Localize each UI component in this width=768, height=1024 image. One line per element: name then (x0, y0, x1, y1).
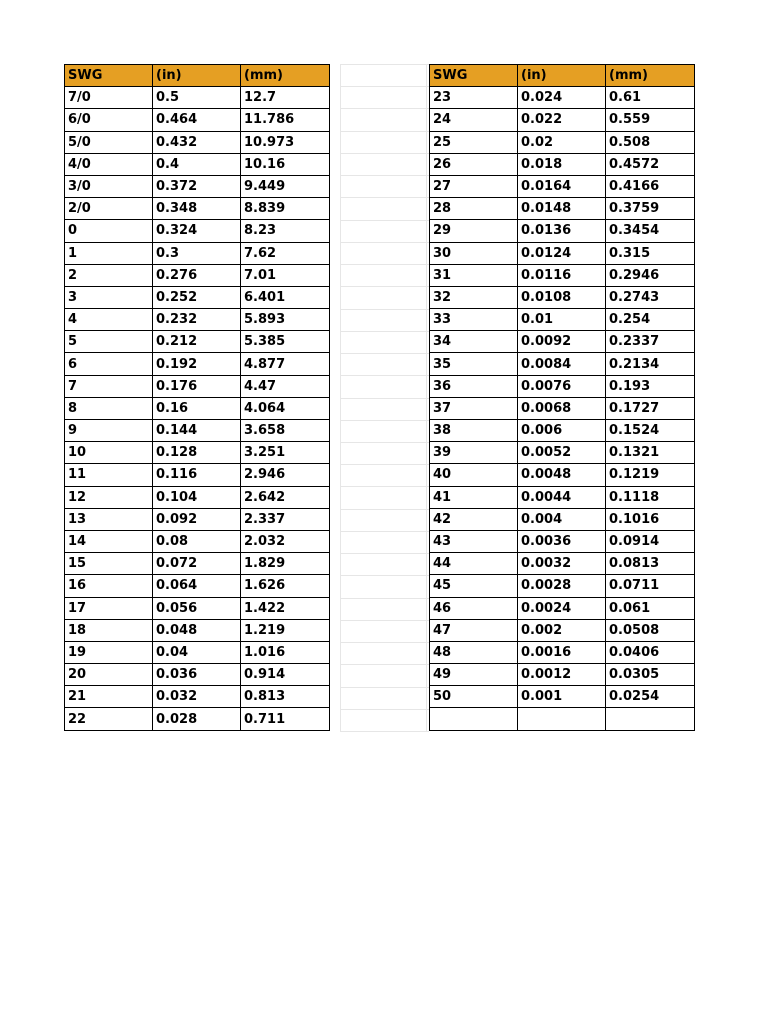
cell-millimeters: 0.2743 (606, 286, 695, 308)
cell-inches: 0.104 (153, 486, 241, 508)
cell-swg: 31 (430, 264, 518, 286)
cell-swg: 28 (430, 198, 518, 220)
table-row (65, 597, 330, 619)
table-row (430, 175, 695, 197)
gridline (340, 598, 429, 599)
table-row (65, 242, 330, 264)
table-row (430, 309, 695, 331)
cell-millimeters: 2.337 (241, 508, 330, 530)
cell-millimeters: 0.254 (606, 309, 695, 331)
cell-swg: 26 (430, 153, 518, 175)
cell-millimeters: 0.0813 (606, 553, 695, 575)
cell-millimeters: 0.0914 (606, 530, 695, 552)
cell-swg: 10 (65, 442, 153, 464)
cell-inches: 0.276 (153, 264, 241, 286)
cell-millimeters: 0.0406 (606, 641, 695, 663)
cell-millimeters: 8.23 (241, 220, 330, 242)
cell-inches: 0.0076 (518, 375, 606, 397)
table-body (65, 87, 330, 730)
cell-inches: 0.028 (153, 708, 241, 730)
cell-inches: 0.018 (518, 153, 606, 175)
cell-inches: 0.064 (153, 575, 241, 597)
cell-swg: 46 (430, 597, 518, 619)
cell-millimeters: 2.946 (241, 464, 330, 486)
cell-swg: 16 (65, 575, 153, 597)
table-row (65, 664, 330, 686)
table-row (65, 353, 330, 375)
cell-swg: 32 (430, 286, 518, 308)
cell-inches: 0.0028 (518, 575, 606, 597)
cell-swg: 29 (430, 220, 518, 242)
table-row (430, 397, 695, 419)
table-row (65, 131, 330, 153)
table-row (430, 420, 695, 442)
gridline (340, 486, 429, 487)
gridline (340, 264, 429, 265)
table-row (430, 331, 695, 353)
cell-inches: 0.0012 (518, 664, 606, 686)
header-swg: SWG (65, 65, 153, 87)
table-row (65, 619, 330, 641)
table-row (430, 641, 695, 663)
table-row (430, 508, 695, 530)
table-row (430, 264, 695, 286)
cell-millimeters: 0.0305 (606, 664, 695, 686)
table-row (65, 708, 330, 730)
cell-millimeters: 9.449 (241, 175, 330, 197)
cell-inches: 0.232 (153, 309, 241, 331)
cell-inches: 0.072 (153, 553, 241, 575)
cell-inches: 0.036 (153, 664, 241, 686)
cell-inches: 0.4 (153, 153, 241, 175)
cell-millimeters: 3.251 (241, 442, 330, 464)
table-row (65, 331, 330, 353)
gridline (340, 131, 429, 132)
cell-millimeters: 0.1016 (606, 508, 695, 530)
cell-swg: 38 (430, 420, 518, 442)
cell-millimeters: 0.2337 (606, 331, 695, 353)
cell-millimeters: 10.16 (241, 153, 330, 175)
cell-swg: 22 (65, 708, 153, 730)
cell-swg: 43 (430, 530, 518, 552)
header-millimeters: (mm) (606, 65, 695, 87)
cell-millimeters: 7.01 (241, 264, 330, 286)
cell-inches: 0.08 (153, 530, 241, 552)
cell-inches: 0.022 (518, 109, 606, 131)
table-row (430, 353, 695, 375)
table-row (430, 109, 695, 131)
cell-millimeters: 0.1727 (606, 397, 695, 419)
header-row (430, 65, 695, 87)
cell-swg: 0 (65, 220, 153, 242)
table-row (430, 286, 695, 308)
cell-inches: 0.0016 (518, 641, 606, 663)
cell-swg: 41 (430, 486, 518, 508)
gridline (340, 286, 429, 287)
cell-millimeters: 5.893 (241, 309, 330, 331)
table-row (65, 420, 330, 442)
cell-inches: 0.006 (518, 420, 606, 442)
cell-inches: 0.372 (153, 175, 241, 197)
cell-inches: 0.0048 (518, 464, 606, 486)
cell-swg: 7/0 (65, 87, 153, 109)
table-row (65, 553, 330, 575)
cell-swg: 3/0 (65, 175, 153, 197)
table-row (430, 553, 695, 575)
cell-millimeters: 0.813 (241, 686, 330, 708)
cell-inches: 0.348 (153, 198, 241, 220)
cell-inches: 0.056 (153, 597, 241, 619)
cell-swg: 21 (65, 686, 153, 708)
table-row (65, 264, 330, 286)
cell-millimeters: 0.193 (606, 375, 695, 397)
table-row (430, 242, 695, 264)
gridline (340, 375, 429, 376)
cell-swg: 24 (430, 109, 518, 131)
cell-inches: 0.0044 (518, 486, 606, 508)
table-row (430, 198, 695, 220)
cell-inches: 0.0124 (518, 242, 606, 264)
cell-swg: 12 (65, 486, 153, 508)
gridline (340, 398, 429, 399)
cell-inches: 0.024 (518, 87, 606, 109)
gridline (340, 731, 429, 732)
cell-swg: 40 (430, 464, 518, 486)
table-row (65, 530, 330, 552)
cell-inches: 0.176 (153, 375, 241, 397)
cell-millimeters: 0.711 (241, 708, 330, 730)
cell-millimeters: 0.914 (241, 664, 330, 686)
cell-inches: 0.0032 (518, 553, 606, 575)
gridline (340, 442, 429, 443)
gridline (340, 620, 429, 621)
table-row (430, 686, 695, 708)
cell-millimeters: 4.064 (241, 397, 330, 419)
cell-millimeters: 0.2946 (606, 264, 695, 286)
cell-millimeters: 5.385 (241, 331, 330, 353)
cell-inches: 0.002 (518, 619, 606, 641)
cell-millimeters: 1.219 (241, 619, 330, 641)
gridline (340, 153, 429, 154)
cell-swg: 7 (65, 375, 153, 397)
cell-inches: 0.3 (153, 242, 241, 264)
table-row (65, 87, 330, 109)
cell-inches: 0.464 (153, 109, 241, 131)
table-row (430, 486, 695, 508)
cell-swg: 42 (430, 508, 518, 530)
swg-wire-gauge-sheet (64, 64, 705, 731)
cell-swg: 34 (430, 331, 518, 353)
table-row (430, 131, 695, 153)
cell-inches: 0.128 (153, 442, 241, 464)
cell-inches: 0.212 (153, 331, 241, 353)
cell-inches: 0.0108 (518, 286, 606, 308)
cell-millimeters: 2.642 (241, 486, 330, 508)
cell-swg: 39 (430, 442, 518, 464)
gridline (340, 575, 429, 576)
cell-swg: 6/0 (65, 109, 153, 131)
table-row (65, 175, 330, 197)
table-row (430, 442, 695, 464)
cell-inches: 0.0136 (518, 220, 606, 242)
table-row (65, 109, 330, 131)
table-row (430, 619, 695, 641)
cell-inches: 0.0036 (518, 530, 606, 552)
cell-inches: 0.0148 (518, 198, 606, 220)
cell-millimeters: 10.973 (241, 131, 330, 153)
table-row (430, 530, 695, 552)
cell-inches: 0.144 (153, 420, 241, 442)
cell-swg: 33 (430, 309, 518, 331)
cell-swg: 3 (65, 286, 153, 308)
cell-inches: 0.01 (518, 309, 606, 331)
cell-inches: 0.0052 (518, 442, 606, 464)
cell-swg: 17 (65, 597, 153, 619)
cell-millimeters: 1.829 (241, 553, 330, 575)
cell-millimeters (606, 708, 695, 730)
cell-millimeters: 0.4572 (606, 153, 695, 175)
table-row (430, 597, 695, 619)
cell-swg: 4 (65, 309, 153, 331)
cell-swg: 5/0 (65, 131, 153, 153)
table-row (65, 464, 330, 486)
cell-millimeters: 1.626 (241, 575, 330, 597)
table-row (65, 508, 330, 530)
cell-swg: 25 (430, 131, 518, 153)
table-row (65, 442, 330, 464)
gridline (340, 309, 429, 310)
cell-swg: 35 (430, 353, 518, 375)
cell-swg: 47 (430, 619, 518, 641)
cell-millimeters: 0.1219 (606, 464, 695, 486)
cell-inches: 0.116 (153, 464, 241, 486)
swg-table-left (64, 64, 330, 731)
cell-swg: 19 (65, 641, 153, 663)
cell-inches: 0.0084 (518, 353, 606, 375)
cell-millimeters: 0.508 (606, 131, 695, 153)
gridline (340, 664, 429, 665)
spreadsheet-gap-gridlines (340, 64, 429, 731)
cell-millimeters: 4.47 (241, 375, 330, 397)
table-row (65, 198, 330, 220)
table-row (430, 375, 695, 397)
cell-swg: 30 (430, 242, 518, 264)
cell-millimeters: 3.658 (241, 420, 330, 442)
table-row (430, 87, 695, 109)
table-row (65, 153, 330, 175)
gridline (340, 64, 429, 65)
cell-millimeters: 0.1321 (606, 442, 695, 464)
cell-swg (430, 708, 518, 730)
cell-inches: 0.0116 (518, 264, 606, 286)
table-row (430, 664, 695, 686)
table-row (65, 375, 330, 397)
swg-table-right (429, 64, 695, 731)
header-row (65, 65, 330, 87)
cell-swg: 50 (430, 686, 518, 708)
cell-swg: 27 (430, 175, 518, 197)
cell-inches: 0.0068 (518, 397, 606, 419)
cell-inches: 0.0164 (518, 175, 606, 197)
gridline (340, 687, 429, 688)
gridline (340, 86, 429, 87)
cell-inches: 0.004 (518, 508, 606, 530)
cell-millimeters: 0.3454 (606, 220, 695, 242)
cell-inches: 0.048 (153, 619, 241, 641)
gridline-vertical (340, 64, 341, 731)
cell-millimeters: 0.061 (606, 597, 695, 619)
cell-millimeters: 0.1118 (606, 486, 695, 508)
cell-inches: 0.092 (153, 508, 241, 530)
cell-swg: 1 (65, 242, 153, 264)
cell-swg: 37 (430, 397, 518, 419)
cell-swg: 4/0 (65, 153, 153, 175)
table-row (65, 286, 330, 308)
cell-swg: 15 (65, 553, 153, 575)
cell-millimeters: 0.315 (606, 242, 695, 264)
cell-millimeters: 0.4166 (606, 175, 695, 197)
header-swg: SWG (430, 65, 518, 87)
cell-swg: 6 (65, 353, 153, 375)
cell-inches: 0.192 (153, 353, 241, 375)
table-row (65, 220, 330, 242)
header-inches: (in) (153, 65, 241, 87)
cell-swg: 48 (430, 641, 518, 663)
cell-millimeters: 0.0711 (606, 575, 695, 597)
cell-swg: 36 (430, 375, 518, 397)
cell-swg: 5 (65, 331, 153, 353)
cell-swg: 23 (430, 87, 518, 109)
cell-millimeters: 6.401 (241, 286, 330, 308)
table-row (430, 220, 695, 242)
cell-swg: 11 (65, 464, 153, 486)
cell-millimeters: 2.032 (241, 530, 330, 552)
gridline (340, 464, 429, 465)
cell-swg: 13 (65, 508, 153, 530)
cell-millimeters: 0.559 (606, 109, 695, 131)
cell-inches (518, 708, 606, 730)
cell-swg: 45 (430, 575, 518, 597)
cell-millimeters: 0.61 (606, 87, 695, 109)
cell-swg: 44 (430, 553, 518, 575)
table-row (65, 575, 330, 597)
cell-inches: 0.432 (153, 131, 241, 153)
cell-inches: 0.032 (153, 686, 241, 708)
cell-swg: 2 (65, 264, 153, 286)
table-row (65, 309, 330, 331)
cell-millimeters: 12.7 (241, 87, 330, 109)
cell-millimeters: 4.877 (241, 353, 330, 375)
gridline (340, 531, 429, 532)
cell-swg: 8 (65, 397, 153, 419)
gridline (340, 642, 429, 643)
gridline-vertical (426, 64, 427, 731)
table-row (65, 641, 330, 663)
cell-swg: 20 (65, 664, 153, 686)
cell-inches: 0.16 (153, 397, 241, 419)
gridline (340, 220, 429, 221)
table-row (65, 686, 330, 708)
table-row (65, 397, 330, 419)
gridline (340, 709, 429, 710)
cell-swg: 9 (65, 420, 153, 442)
gridline (340, 175, 429, 176)
cell-millimeters: 0.0254 (606, 686, 695, 708)
cell-millimeters: 0.0508 (606, 619, 695, 641)
cell-millimeters: 7.62 (241, 242, 330, 264)
gridline (340, 353, 429, 354)
gridline (340, 331, 429, 332)
header-millimeters: (mm) (241, 65, 330, 87)
cell-inches: 0.001 (518, 686, 606, 708)
cell-millimeters: 1.422 (241, 597, 330, 619)
table-row (430, 464, 695, 486)
cell-millimeters: 8.839 (241, 198, 330, 220)
gridline (340, 242, 429, 243)
gridline (340, 420, 429, 421)
table-row (430, 153, 695, 175)
cell-inches: 0.02 (518, 131, 606, 153)
cell-inches: 0.5 (153, 87, 241, 109)
table-body (430, 87, 695, 730)
cell-swg: 14 (65, 530, 153, 552)
cell-inches: 0.04 (153, 641, 241, 663)
cell-inches: 0.0092 (518, 331, 606, 353)
cell-millimeters: 0.3759 (606, 198, 695, 220)
header-inches: (in) (518, 65, 606, 87)
cell-millimeters: 0.1524 (606, 420, 695, 442)
cell-inches: 0.252 (153, 286, 241, 308)
gridline (340, 108, 429, 109)
gridline (340, 197, 429, 198)
gridline (340, 509, 429, 510)
cell-swg: 18 (65, 619, 153, 641)
gridline (340, 553, 429, 554)
table-row (65, 486, 330, 508)
cell-inches: 0.324 (153, 220, 241, 242)
cell-swg: 49 (430, 664, 518, 686)
cell-inches: 0.0024 (518, 597, 606, 619)
table-row (430, 575, 695, 597)
cell-swg: 2/0 (65, 198, 153, 220)
table-row (430, 708, 695, 730)
cell-millimeters: 0.2134 (606, 353, 695, 375)
cell-millimeters: 11.786 (241, 109, 330, 131)
cell-millimeters: 1.016 (241, 641, 330, 663)
